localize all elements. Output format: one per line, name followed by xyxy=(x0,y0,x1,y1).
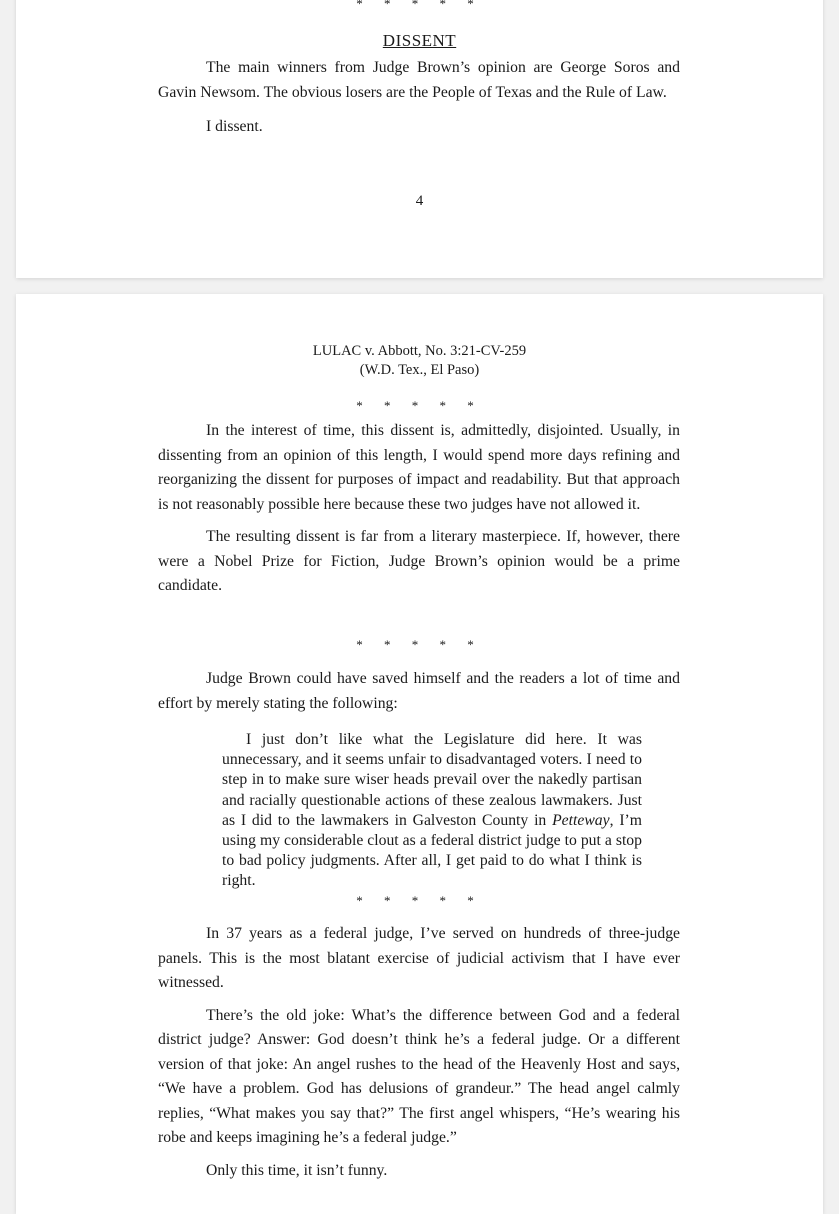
case-caption-title: LULAC v. Abbott, No. 3:21-CV-259 xyxy=(312,343,527,359)
dissent-body xyxy=(158,56,680,140)
winners-losers-paragraph: The main winners from Judge Brown’s opinion are George Soros and Gavin Newsom. The obvious losers are the People of Texas and the Rule of Law. xyxy=(158,59,680,101)
section-separator-stars: * * * * * xyxy=(356,398,483,413)
case-name-petteway: Petteway xyxy=(552,811,610,829)
document-page-5 xyxy=(16,294,823,1214)
saved-himself-paragraph: Judge Brown could have saved himself and the readers a lot of time and effort by merely stating the following: xyxy=(158,670,680,712)
block-quote-text-b: , I’m using my considerable clout as a federal district judge to put a stop to bad policy judgments. After all, I get paid to do what I think is right. xyxy=(222,811,642,890)
section-separator-stars: * * * * * xyxy=(356,0,483,11)
closing-section xyxy=(158,922,680,1183)
case-caption xyxy=(16,342,823,380)
page-number: 4 xyxy=(415,193,424,209)
thirty-seven-years-paragraph: In 37 years as a federal judge, I’ve served on hundreds of three-judge panels. This is the most blatant exercise of judicial activism that I have ever witnessed. xyxy=(158,925,680,991)
document-page-4 xyxy=(16,0,823,278)
saved-himself-section xyxy=(158,667,680,716)
not-funny-paragraph: Only this time, it isn’t funny. xyxy=(206,1161,388,1179)
dissent-heading: DISSENT xyxy=(382,31,457,50)
i-dissent-paragraph: I dissent. xyxy=(206,118,263,135)
interest-of-time-paragraph: In the interest of time, this dissent is, admittedly, disjointed. Usually, in dissenting from an opinion of this length, I would spend more days refining and reorganizing the dissent for purposes of impact and readability. But that approach is not reasonably possible here because these two judges have not allowed it. xyxy=(158,422,680,513)
block-quote xyxy=(222,730,642,892)
section-separator-stars: * * * * * xyxy=(356,893,483,908)
nobel-prize-paragraph: The resulting dissent is far from a literary masterpiece. If, however, there were a Nobel Prize for Fiction, Judge Brown’s opinion would be a prime candidate. xyxy=(158,528,680,594)
intro-section xyxy=(158,419,680,599)
block-quote-text-a: I just don’t like what the Legislature did here. It was unnecessary, and it seems unfair to disadvantaged voters. I need to step in to make sure wiser heads prevail over the nakedly partisan and racially questionable actions of these zealous lawmakers. Just as I did to the lawmakers in Galveston County in xyxy=(222,731,642,829)
case-caption-court: (W.D. Tex., El Paso) xyxy=(359,362,480,378)
old-joke-paragraph: There’s the old joke: What’s the difference between God and a federal district judge? Answer: God doesn’t think he’s a federal judge. Or a different version of that joke: An angel rushes to the head of the Heavenly Host and says, “We have a problem. God has delusions of grandeur.” The head angel calmly replies, “What makes you say that?” The first angel whispers, “He’s wearing his robe and keeps imagining he’s a federal judge.” xyxy=(158,1006,680,1146)
section-separator-stars: * * * * * xyxy=(356,637,483,652)
